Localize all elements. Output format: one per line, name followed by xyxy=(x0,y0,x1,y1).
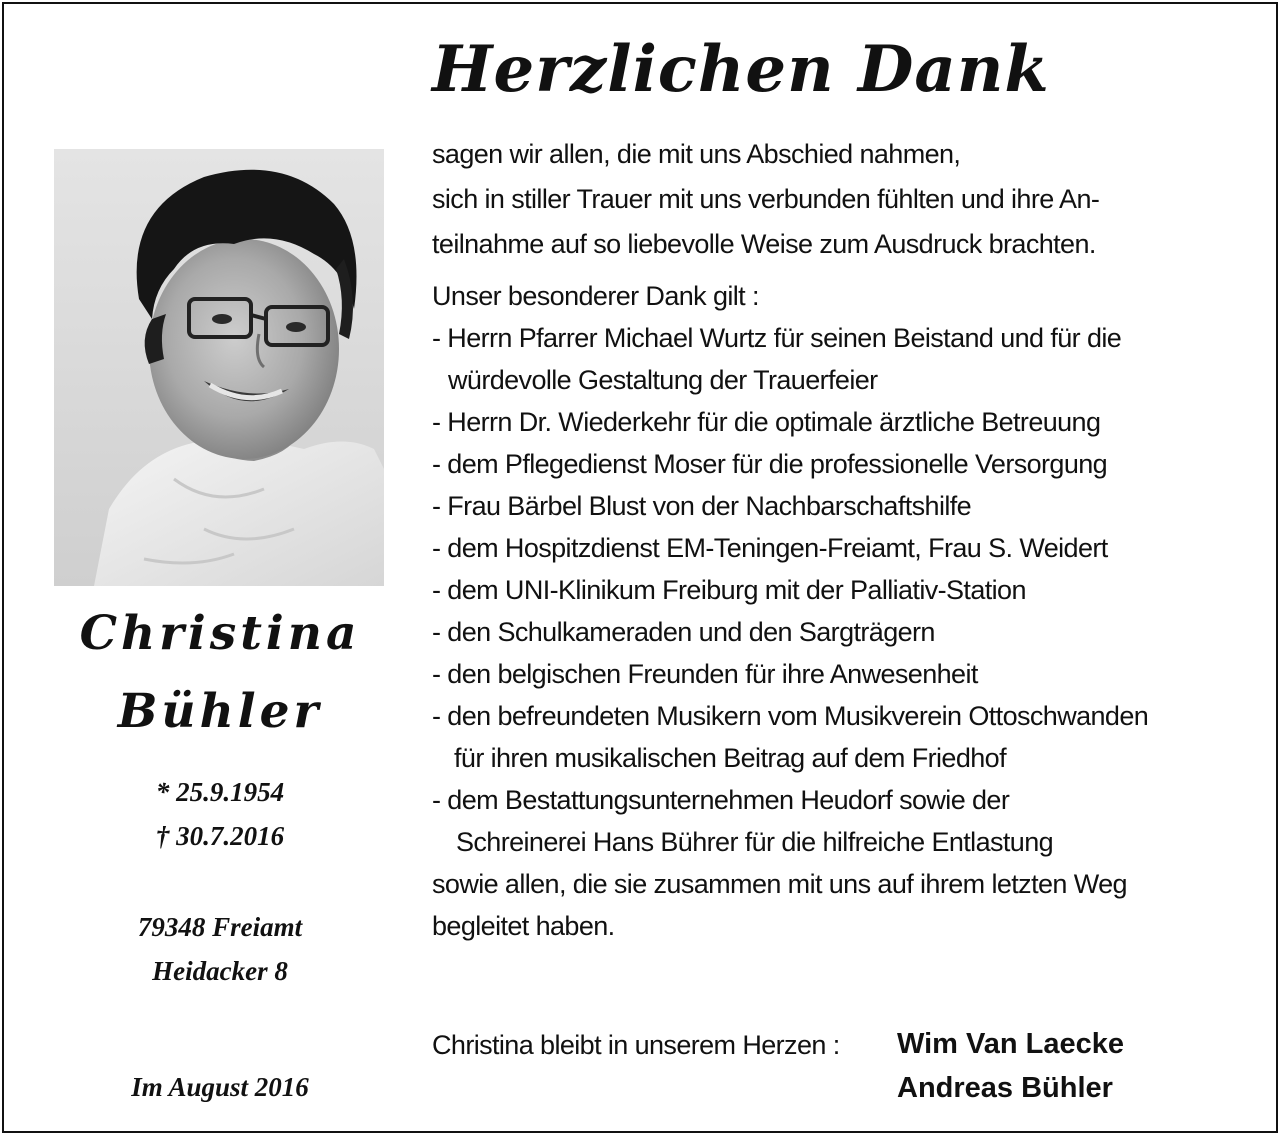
intro-line: sagen wir allen, die mit uns Abschied nahmen, xyxy=(432,139,961,169)
birth-date: * 25.9.1954 xyxy=(155,777,285,807)
thanks-heading: Unser besonderer Dank gilt : xyxy=(432,281,759,311)
closing-line: sowie allen, die sie zusammen mit uns auf ihrem letzten Weg xyxy=(432,869,1127,899)
first-name: Christina xyxy=(79,606,361,661)
headline: Herzlichen Dank xyxy=(432,32,1050,107)
thanks-line: für ihren musikalischen Beitrag auf dem Friedhof xyxy=(454,743,1006,773)
address-line-1: 79348 Freiamt xyxy=(137,912,303,942)
thanks-line: - Frau Bärbel Blust von der Nachbarschaftshilfe xyxy=(432,491,972,521)
thanks-line: - Herrn Dr. Wiederkehr für die optimale ärztliche Betreuung xyxy=(432,407,1101,437)
signature-label: Christina bleibt in unserem Herzen : xyxy=(432,1030,840,1060)
intro-line: teilnahme auf so liebevolle Weise zum Ausdruck brachten. xyxy=(432,229,1096,259)
last-name: Bühler xyxy=(117,684,323,739)
closing-line: begleitet haben. xyxy=(432,911,615,941)
portrait-photo xyxy=(54,149,384,586)
date-line: Im August 2016 xyxy=(131,1072,309,1102)
notice-frame xyxy=(2,2,1278,1133)
thanks-line: - den befreundeten Musikern vom Musikverein Ottoschwanden xyxy=(432,701,1149,731)
message-body xyxy=(432,132,1262,947)
thanks-line: würdevolle Gestaltung der Trauerfeier xyxy=(448,365,878,395)
thanks-line: Schreinerei Hans Bührer für die hilfreiche Entlastung xyxy=(456,827,1054,857)
signature-name-2: Andreas Bühler xyxy=(897,1072,1113,1104)
signature-name-1: Wim Van Laecke xyxy=(897,1028,1125,1060)
thanks-line: - dem Pflegedienst Moser für die professionelle Versorgung xyxy=(432,449,1108,479)
thanks-line: - dem UNI-Klinikum Freiburg mit der Palliativ-Station xyxy=(432,575,1026,605)
thanks-line: - den Schulkameraden und den Sargträgern xyxy=(432,617,935,647)
thanks-line: - den belgischen Freunden für ihre Anwesenheit xyxy=(432,659,978,689)
thanks-line: - Herrn Pfarrer Michael Wurtz für seinen Beistand und für die xyxy=(432,323,1122,353)
thanks-line: - dem Bestattungsunternehmen Heudorf sowie der xyxy=(432,785,1010,815)
thanks-line: - dem Hospitzdienst EM-Teningen-Freiamt, Frau S. Weidert xyxy=(432,533,1108,563)
address-line-2: Heidacker 8 xyxy=(152,956,288,986)
intro-line: sich in stiller Trauer mit uns verbunden fühlten und ihre An- xyxy=(432,184,1100,214)
death-date: † 30.7.2016 xyxy=(155,821,285,851)
